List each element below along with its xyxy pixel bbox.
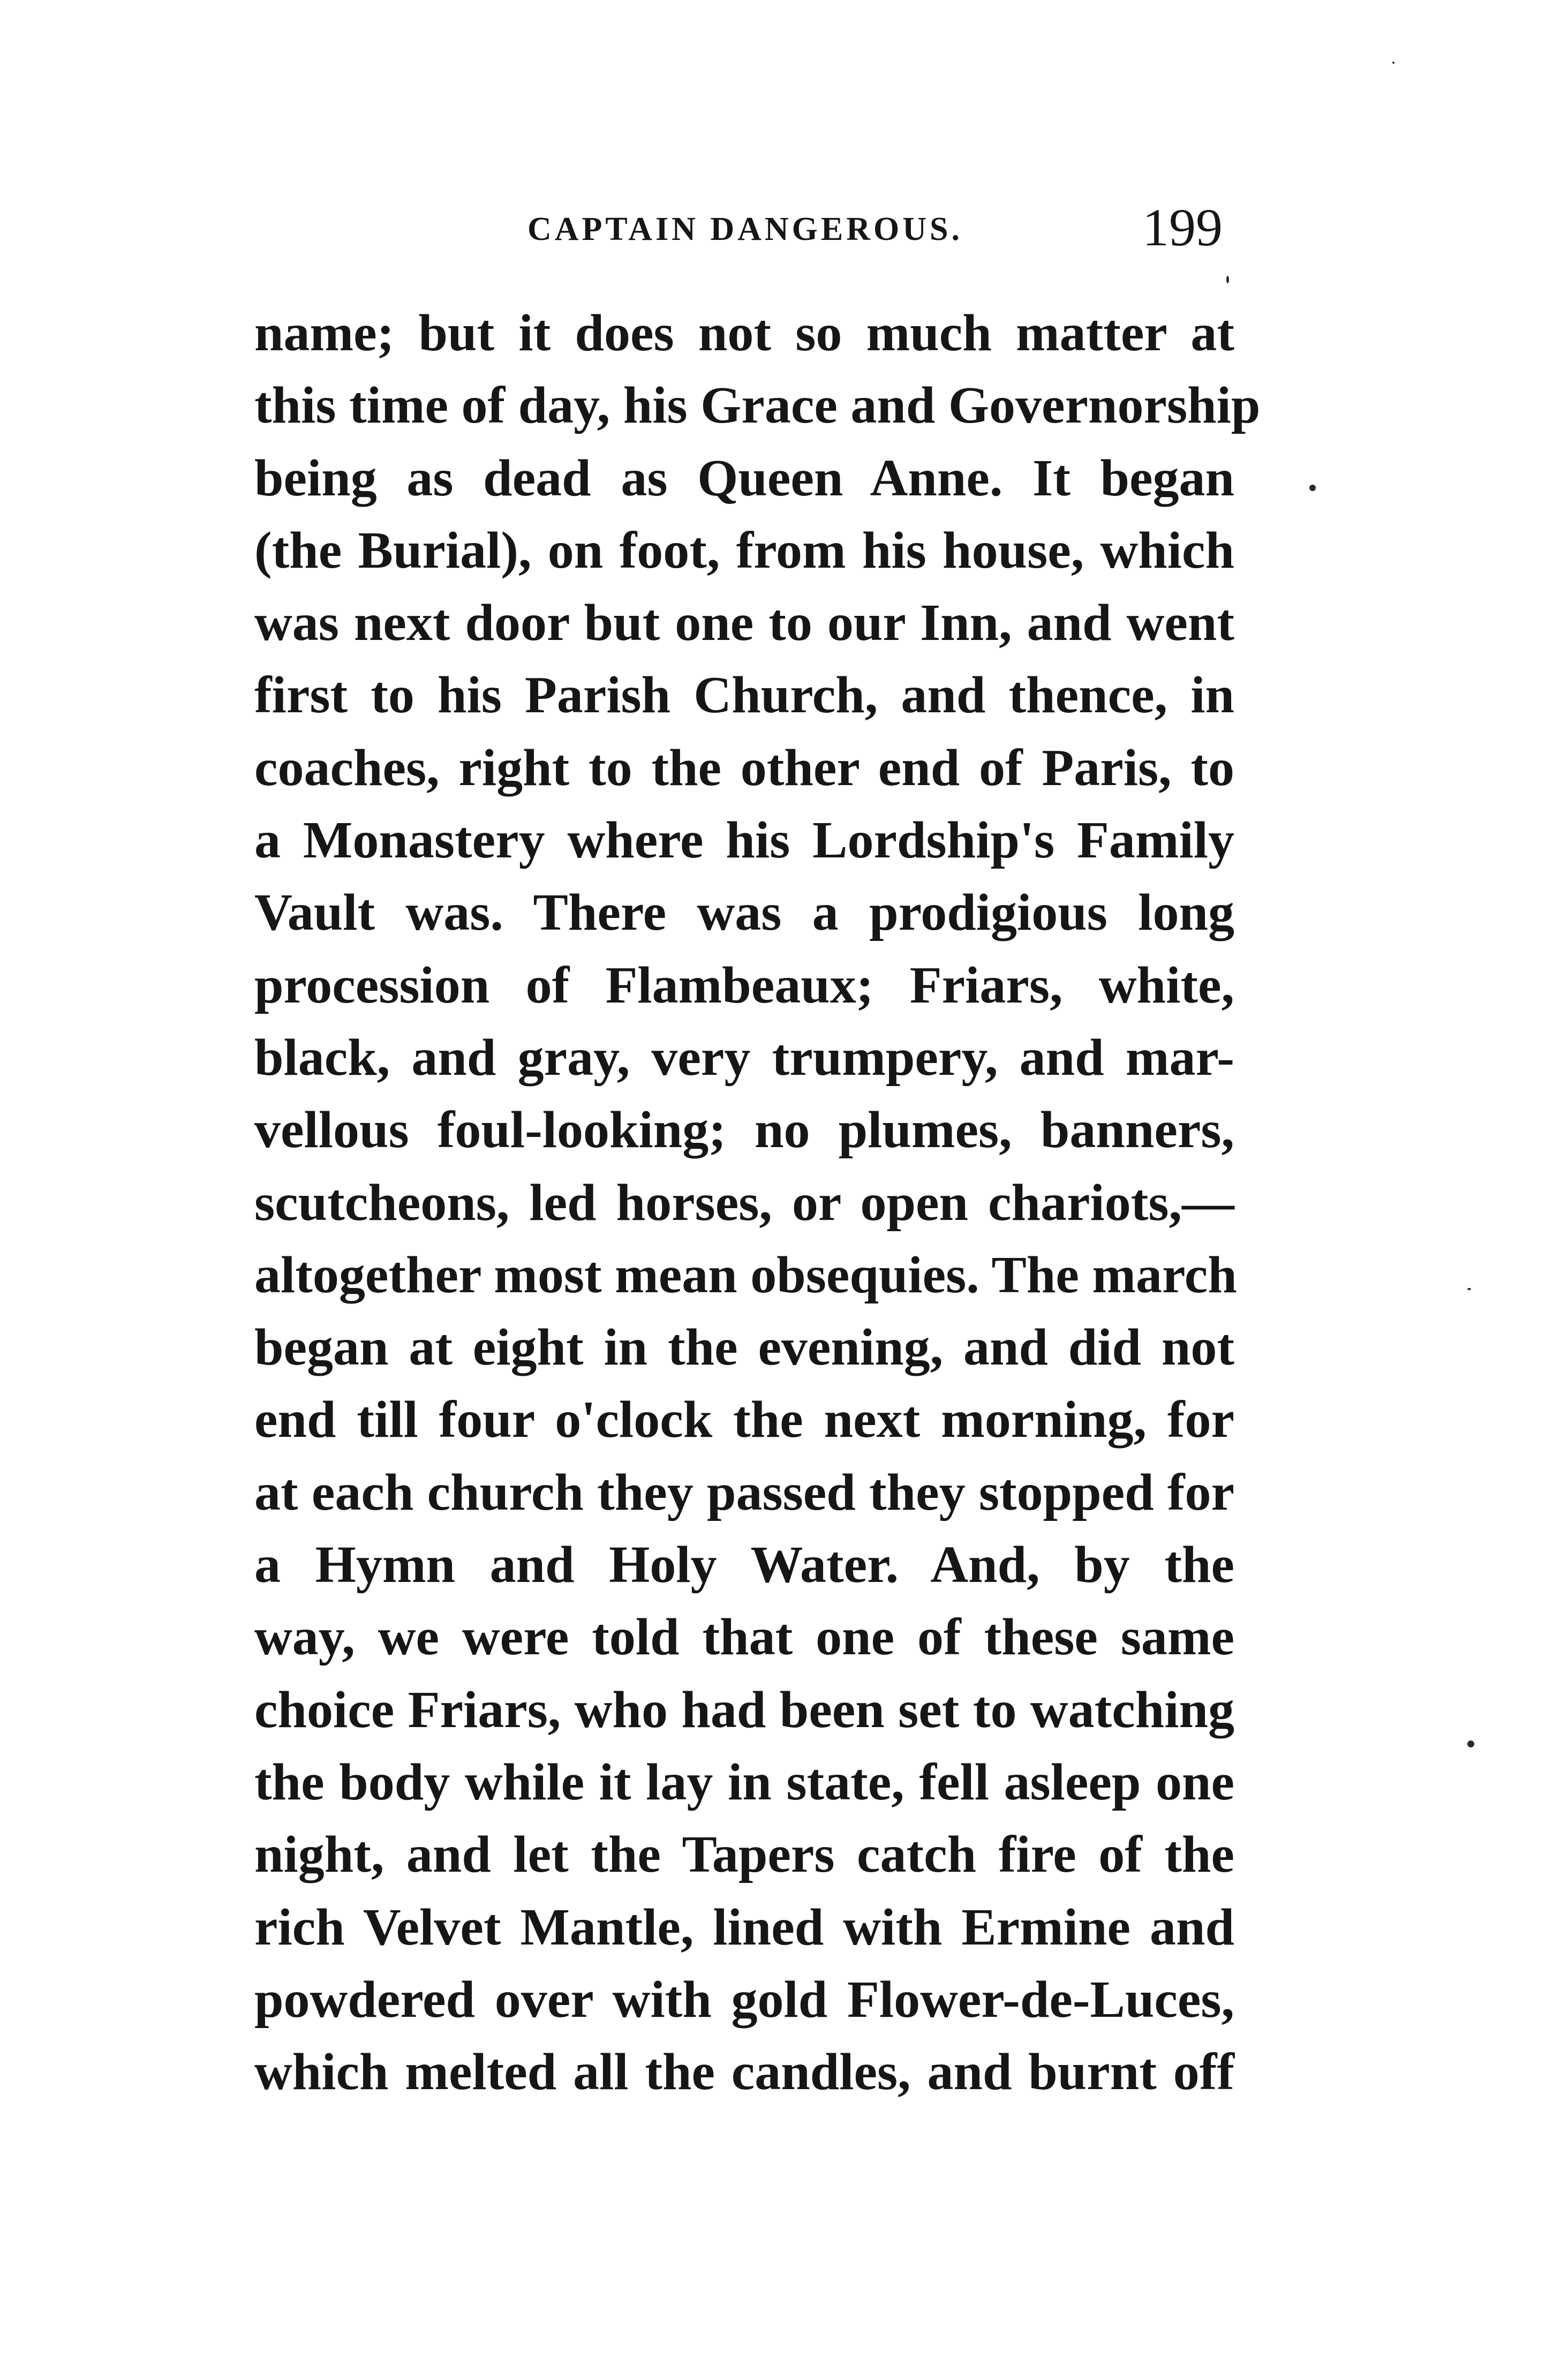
scan-speck bbox=[1467, 1288, 1471, 1290]
text-line: name; but it does not so much matter at bbox=[254, 304, 1234, 362]
text-line: (the Burial), on foot, from his house, which bbox=[254, 521, 1234, 579]
text-line: the body while it lay in state, fell asleep one bbox=[254, 1753, 1234, 1811]
scan-speck bbox=[1226, 276, 1229, 283]
scan-speck bbox=[1392, 62, 1394, 64]
text-line: Vault was. There was a prodigious long bbox=[254, 884, 1234, 942]
scan-speck bbox=[1309, 485, 1316, 491]
text-line: procession of Flambeaux; Friars, white, bbox=[254, 956, 1234, 1014]
text-line: scutcheons, led horses, or open chariots,— bbox=[254, 1173, 1234, 1232]
text-line: which melted all the candles, and burnt off bbox=[254, 2043, 1234, 2101]
text-line: a Monastery where his Lordship's Family bbox=[254, 811, 1234, 870]
text-line: black, and gray, very trumpery, and mar- bbox=[254, 1028, 1234, 1087]
page-header bbox=[254, 198, 1234, 260]
text-line: altogether most mean obsequies. The march bbox=[254, 1246, 1237, 1304]
text-line: a Hymn and Holy Water. And, by the bbox=[254, 1536, 1234, 1594]
text-line: choice Friars, who had been set to watching bbox=[254, 1680, 1234, 1739]
running-title: CAPTAIN DANGEROUS. bbox=[527, 211, 963, 247]
text-line: this time of day, his Grace and Governorship bbox=[254, 376, 1261, 435]
text-line: end till four o'clock the next morning, for bbox=[254, 1391, 1234, 1449]
text-line: first to his Parish Church, and thence, in bbox=[254, 666, 1234, 725]
text-line: rich Velvet Mantle, lined with Ermine and bbox=[254, 1898, 1234, 1956]
text-line: was next door but one to our Inn, and went bbox=[254, 594, 1234, 652]
text-line: coaches, right to the other end of Paris, to bbox=[254, 738, 1234, 797]
body-text bbox=[254, 297, 1261, 2108]
text-line: way, we were told that one of these same bbox=[254, 1608, 1234, 1667]
text-line: night, and let the Tapers catch fire of the bbox=[254, 1826, 1234, 1884]
text-line: at each church they passed they stopped for bbox=[254, 1463, 1234, 1521]
scan-speck bbox=[1467, 1740, 1474, 1747]
text-line: powdered over with gold Flower-de-Luces, bbox=[254, 1970, 1234, 2029]
text-line: being as dead as Queen Anne. It began bbox=[254, 449, 1234, 507]
page-number: 199 bbox=[1142, 198, 1223, 257]
text-line: began at eight in the evening, and did not bbox=[254, 1318, 1234, 1377]
text-line: vellous foul-looking; no plumes, banners, bbox=[254, 1101, 1234, 1159]
